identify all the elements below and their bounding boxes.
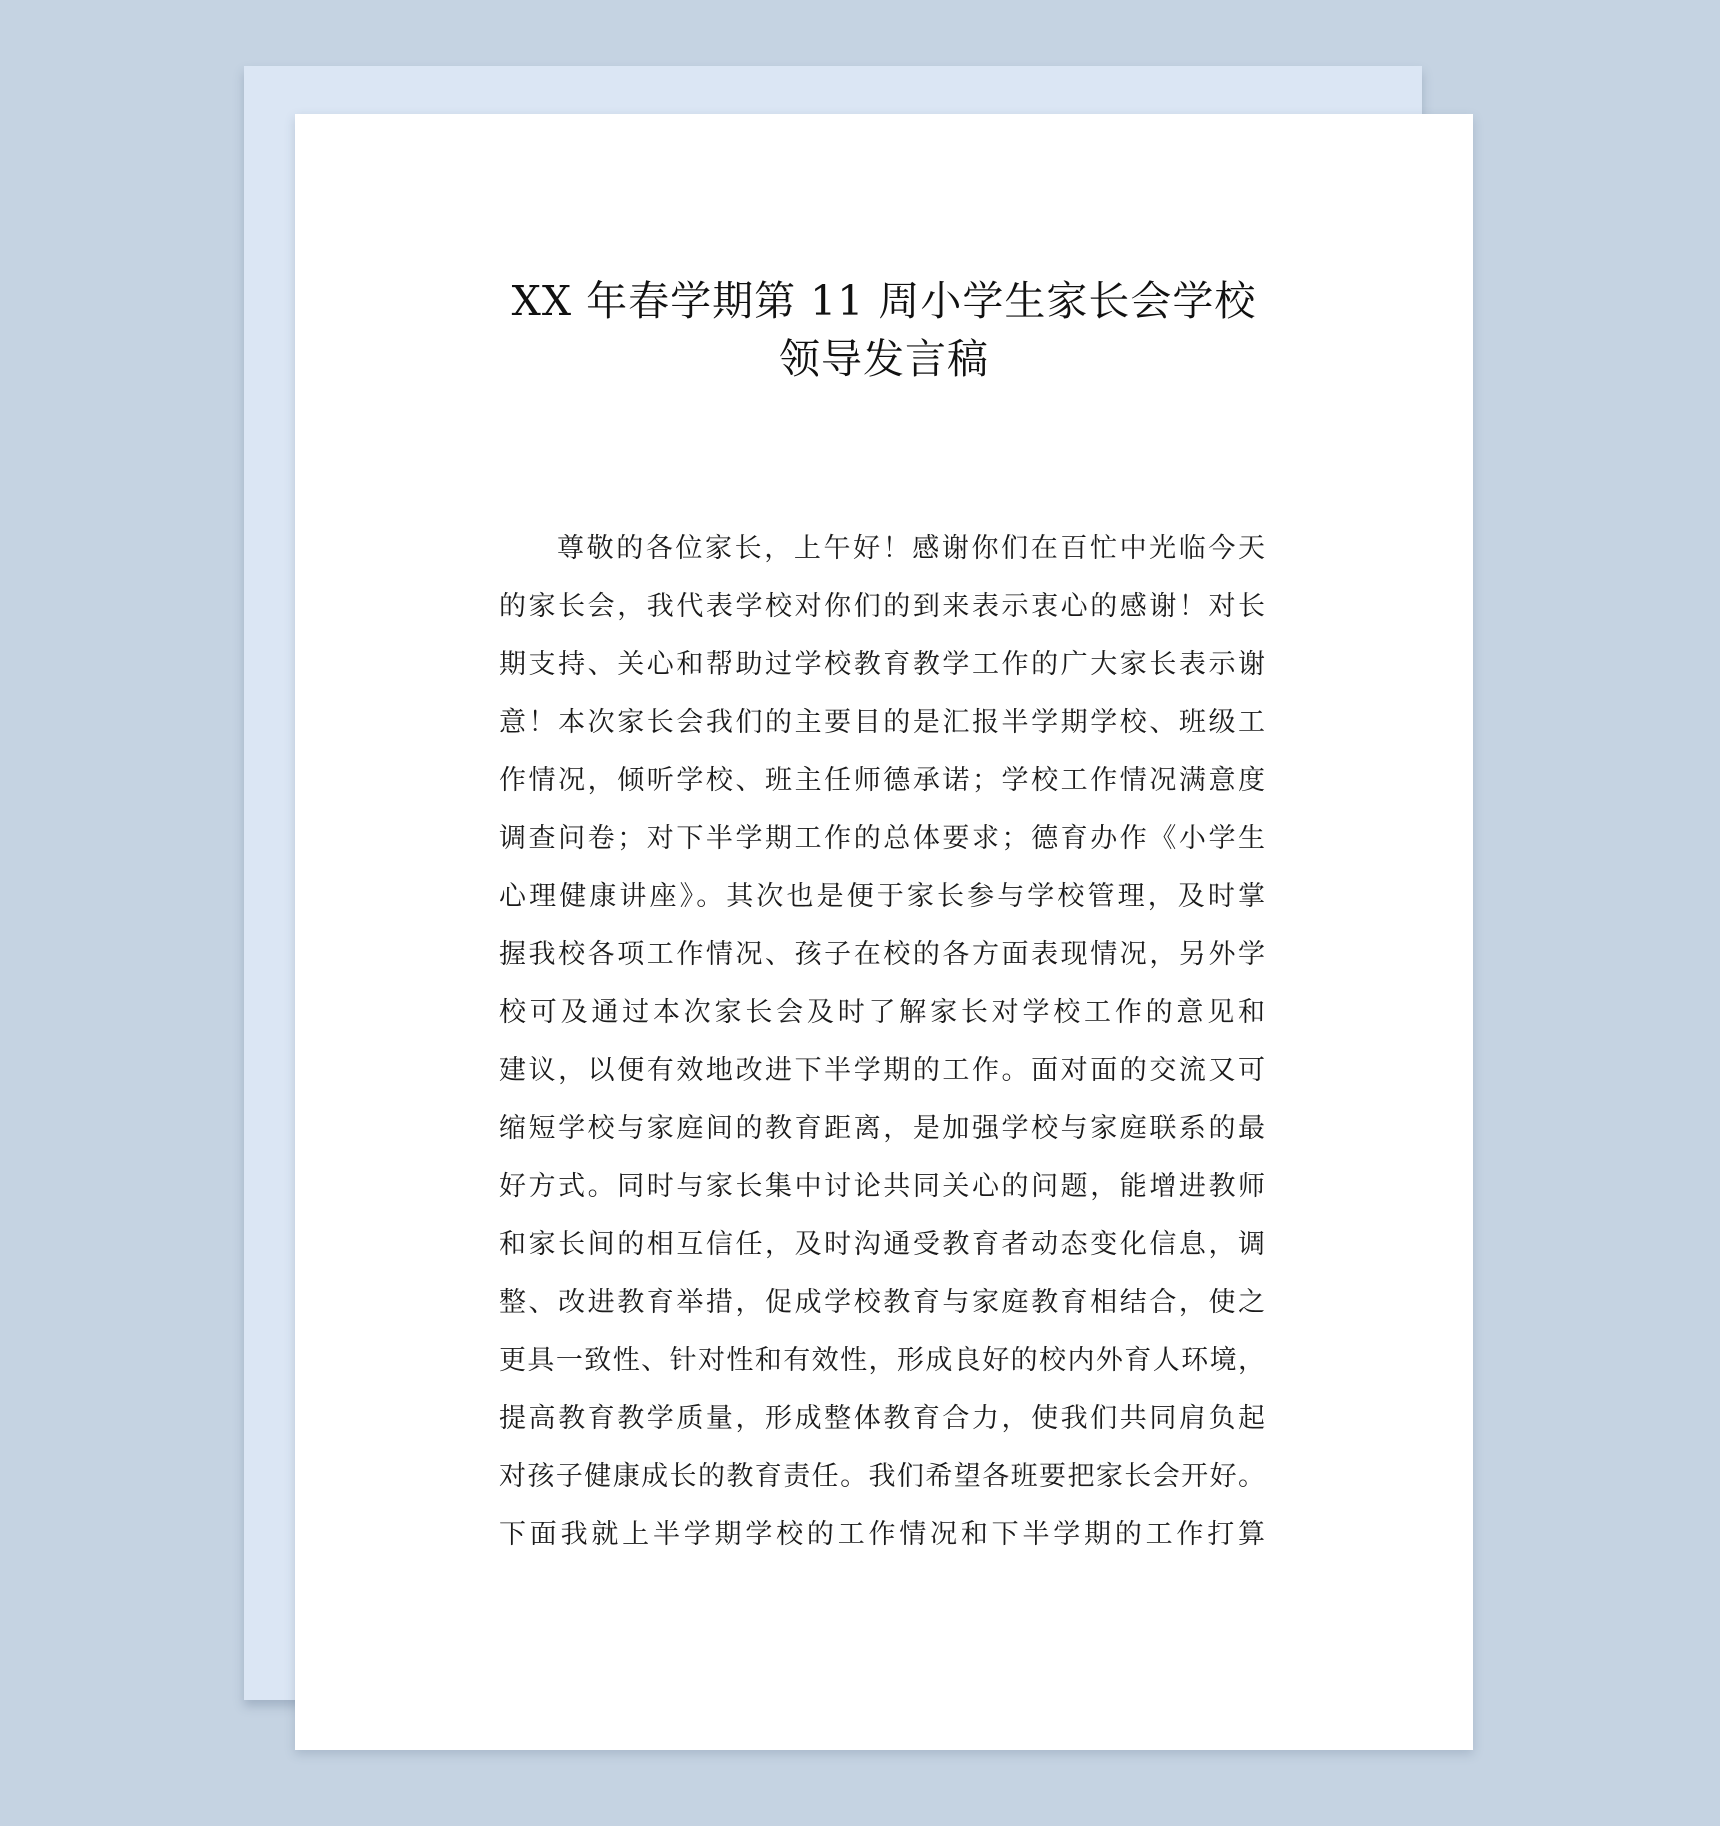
title-line: 领导发言稿 (779, 335, 989, 383)
body-line: 的家长会，我代表学校对你们的到来表示衷心的感谢！对长 (499, 591, 1265, 622)
document-title (295, 272, 1473, 388)
body-line: 整、改进教育举措，促成学校教育与家庭教育相结合，使之 (499, 1287, 1265, 1318)
title-line: XX 年春学期第 11 周小学生家长会学校 (511, 277, 1257, 325)
body-line: 意！本次家长会我们的主要目的是汇报半学期学校、班级工 (499, 707, 1265, 738)
body-line: 更具一致性、针对性和有效性，形成良好的校内外育人环境， (499, 1345, 1265, 1376)
body-line: 好方式。同时与家长集中讨论共同关心的问题，能增进教师 (499, 1171, 1265, 1202)
body-line: 尊敬的各位家长，上午好！感谢你们在百忙中光临今天 (557, 533, 1265, 564)
body-line: 对孩子健康成长的教育责任。我们希望各班要把家长会开好。 (499, 1461, 1265, 1492)
body-line: 心理健康讲座》。其次也是便于家长参与学校管理，及时掌 (499, 881, 1265, 912)
body-line: 和家长间的相互信任，及时沟通受教育者动态变化信息，调 (499, 1229, 1265, 1260)
body-line: 调查问卷；对下半学期工作的总体要求；德育办作《小学生 (499, 823, 1265, 854)
body-line: 提高教育教学质量，形成整体教育合力，使我们共同肩负起 (499, 1403, 1265, 1434)
document-body (499, 520, 1265, 1564)
body-line: 缩短学校与家庭间的教育距离，是加强学校与家庭联系的最 (499, 1113, 1265, 1144)
document-page (295, 114, 1473, 1750)
body-line: 下面我就上半学期学校的工作情况和下半学期的工作打算 (499, 1519, 1265, 1550)
body-line: 建议，以便有效地改进下半学期的工作。面对面的交流又可 (499, 1055, 1265, 1086)
body-line: 作情况，倾听学校、班主任师德承诺；学校工作情况满意度 (499, 765, 1265, 796)
body-line: 校可及通过本次家长会及时了解家长对学校工作的意见和 (499, 997, 1265, 1028)
body-line: 期支持、关心和帮助过学校教育教学工作的广大家长表示谢 (499, 649, 1265, 680)
body-line: 握我校各项工作情况、孩子在校的各方面表现情况，另外学 (499, 939, 1265, 970)
